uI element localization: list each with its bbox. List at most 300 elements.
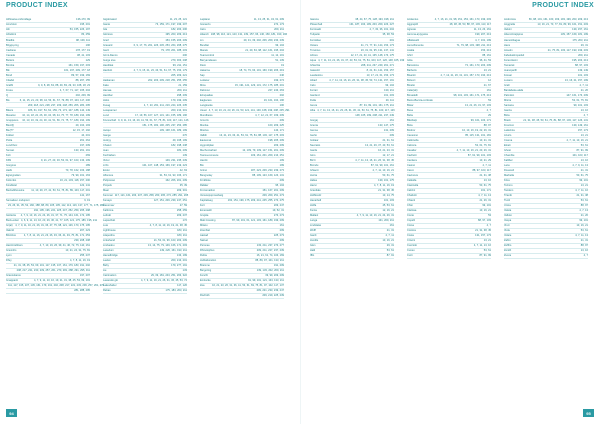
index-column-1: [310, 18, 405, 259]
entry-pages: 196: [85, 43, 90, 47]
entry-pages: 209: [279, 178, 284, 182]
entry-pages: 21, 31: [580, 168, 588, 172]
entry-pages: 12, 16, 21: [382, 209, 394, 213]
entry-pages: 13, 17, 21, 61, 153, 173: [366, 73, 394, 77]
entry-name: Buck-ecker: [6, 219, 19, 223]
entry-pages: 189: [85, 163, 90, 167]
entry-name: Enoki: [103, 168, 110, 172]
index-entry: [200, 294, 284, 299]
entry-pages: 21, 26, 31: [479, 199, 491, 202]
entry-pages: 87, 91, 99: [479, 254, 491, 258]
index-column-3: [200, 18, 290, 299]
entry-pages: 13, 21, 23, 33, 41, 53, 61, 75, 81, 88, 103, 117, 175, 203: [219, 133, 284, 137]
entry-name: Propels: [103, 183, 112, 187]
entry-name: Valerdi: [6, 229, 14, 233]
entry-name: Cavalier: [407, 148, 417, 152]
entry-pages: 73, 159, 171, 197, 199, 207: [155, 23, 187, 27]
entry-name: Greif: [103, 38, 109, 42]
index-column-1: [6, 18, 105, 294]
entry-name: Bond: [6, 73, 13, 77]
entry-name: Plavenhalt: [310, 23, 323, 27]
entry-pages: 127, 151, 209, 239, 247, 251: [153, 199, 187, 202]
entry-pages: 9, 9, 8, 28, 63, 88, 49, 83, 29, 33, 168, 18, 23: [38, 83, 90, 87]
entry-name: Irazu: [200, 28, 206, 32]
entry-pages: 12, 15, 17, 192: [72, 128, 90, 132]
entry-name: Garcia: [504, 108, 512, 112]
entry-name: Gr(al): [6, 224, 13, 228]
entry-name: Fronsmattivo: [200, 188, 215, 192]
entry-name: Alba: [310, 108, 316, 112]
entry-pages: 21, 75, 81, 103, 117, 193, 199, 203: [547, 48, 588, 52]
entry-pages: 41, 71, 77, 91, 124, 153, 173: [360, 43, 394, 47]
entry-pages: 49, 168, 199: [172, 138, 187, 142]
entry-pages: 42, 63: [179, 168, 187, 172]
entry-pages: 109: [279, 158, 284, 162]
entry-pages: 4, 7, 11, 13, 16, 21, 26, 31, 38, 45: [355, 158, 394, 162]
entry-name: Fake: [103, 83, 109, 87]
entry-pages: 161: [279, 224, 284, 228]
entry-pages: 12: [488, 78, 491, 82]
entry-name: Q: [6, 93, 9, 97]
entry-name: Volare: [504, 234, 512, 238]
entry-name: Arbelloni: [6, 33, 17, 37]
entry-name: Bolucci: [407, 78, 416, 82]
entry-name: Cabrera: [407, 143, 417, 147]
entry-pages: 4, 7, 11, 13, 16, 21, 23, 26, 31, 36, 41, 53, 61, 75, 81, 103, 117, 126: [317, 108, 395, 112]
entry-pages: 29, 31, 39, 202, 206, 209, 233, 239: [243, 38, 284, 42]
entry-name: Krumschaft: [103, 118, 117, 122]
entry-name: Aggrapi/II: [407, 23, 419, 27]
entry-name: Gurge sive: [103, 58, 116, 62]
entry-name: Chianti: [407, 199, 416, 202]
entry-name: Citadel: [6, 78, 15, 82]
entry-name: Hanbott: [103, 68, 113, 72]
index-entry: [6, 289, 90, 294]
entry-pages: 21, 67: [483, 83, 491, 87]
entry-pages: 29, 31: [386, 244, 394, 248]
entry-name: Hundle: [310, 239, 319, 243]
entry-name: Pulipresso: [103, 178, 116, 182]
entry-pages: 11, 13, 23, 161: [473, 28, 491, 32]
entry-pages: 4, 7, 16, 21, 31, 98, 151, 153, 161, 173, 199, 203: [434, 18, 491, 22]
entry-name: Bisantti: [407, 73, 416, 77]
entry-pages: 131, 209, 211: [378, 219, 394, 223]
entry-name: Jenkyy: [103, 138, 112, 142]
entry-name: Dahonut: [200, 88, 210, 92]
entry-name: Glorious: [103, 33, 113, 37]
right-page: [300, 0, 600, 424]
entry-pages: 133, 261, 191: [74, 148, 90, 152]
entry-pages: 4, 7, 11, 13, 16, 21, 26, 31, 38, 45, 53, 74, 131, 157, 191: [329, 78, 394, 82]
entry-name: Kalforma: [103, 209, 114, 213]
entry-pages: 87, 91: [386, 254, 394, 258]
entry-pages: 79, 178, 201, 188, 203: [161, 48, 187, 52]
entry-pages: 45, 53, 61: [382, 204, 394, 208]
entry-name: Clarissa: [407, 209, 417, 213]
entry-name: Aqua: [310, 58, 317, 62]
entry-pages: 87, 91, 99: [576, 148, 588, 152]
entry-name: Bivia: [407, 123, 413, 127]
entry-pages: 13, 16: [483, 178, 491, 182]
entry-name: Cadrane: [6, 48, 16, 52]
entry-name: Mitcra: [504, 98, 512, 102]
entry-name: Hamaa: [103, 88, 112, 92]
entry-name: Gardi: [310, 234, 317, 238]
entry-name: Malz-brewing: [200, 219, 216, 223]
entry-pages: 209: [279, 229, 284, 233]
entry-name: Pivila: [6, 138, 13, 142]
entry-pages: 4, 7, 161, 199: [475, 38, 491, 42]
entry-pages: 209, 211: [274, 28, 284, 32]
entry-pages: 136-170, 99: [76, 18, 90, 22]
entry-name: Lunchbox: [6, 143, 18, 147]
entry-pages: 29, 39, 181, 243, 251, 263, 322: [150, 274, 187, 278]
entry-pages: 6, 11, 15, 21, 23, 38, 44, 53, 61, 67, 79, 88, 97, 103, 117, 206: [19, 98, 90, 102]
entry-pages: 13, 16, 21: [576, 224, 588, 228]
entry-pages: 4, 7, 33, 36, 161, 204: [369, 28, 394, 32]
entry-pages: 209: [279, 118, 284, 122]
entry-pages: 87, 91, 99, 101, 103: [467, 153, 491, 157]
entry-pages: 4, 7, 11, 13, 16, 21: [566, 138, 588, 142]
entry-pages: 17, 19, 56, 107, 127, 131, 141, 155, 189, 196: [135, 113, 187, 117]
entry-pages: 186, 61, 197, 54, 62, 159, 73, 173, 107, 188, 144, 149: [27, 108, 90, 112]
entry-pages: 21, 159: [178, 83, 187, 87]
entry-pages: 209, 209: [273, 143, 284, 147]
entry-name: Gorgone: [6, 163, 17, 167]
entry-name: Casino: [407, 163, 416, 167]
entry-pages: 10, 13, 16, 19, 22, 26, 31: [462, 128, 491, 132]
entry-name: Mallani: [310, 214, 319, 218]
entry-pages: 182, 209: [176, 148, 187, 152]
entry-name: Tasma-remesce: [200, 153, 219, 157]
entry-pages: 101, 103: [577, 73, 588, 77]
entry-pages: 70, 78, 162, 163, 188: [65, 168, 90, 172]
entry-name: Aumolfomente: [407, 43, 424, 47]
entry-pages: 195, 203, 209, 213: [165, 33, 187, 37]
entry-pages: 109, 138, 161, 189, 199: [159, 128, 187, 132]
entry-name: Nakvel: [200, 239, 208, 243]
entry-pages: 13, 16: [580, 108, 588, 112]
entry-name: Bramme: [200, 264, 210, 268]
entry-pages: 83, 259: [81, 33, 90, 37]
entry-pages: 208, 211, 237, 249, 261, 271: [361, 63, 394, 67]
entry-name: Ennlocke: [200, 279, 211, 283]
entry-name: Cabrini: [407, 188, 416, 192]
entry-name: Bie(??: [6, 128, 14, 132]
entry-pages: 53, 61, 75, 81: [572, 98, 588, 102]
entry-pages: 101, 107, 148, 153, 169, 197, 219, 223: [142, 163, 187, 167]
entry-pages: 9, 21, 27, 23, 33, 53, 61, 97, 103, 133, 199: [40, 158, 90, 162]
entry-name: Unica: [504, 204, 511, 208]
entry-pages: 131, 187, 193, 199, 203, 209, 223, 227: [349, 23, 394, 27]
entry-pages: 225, 273: [273, 234, 284, 238]
entry-name: Mina: [200, 83, 206, 87]
entry-name: Busto-Beccia-corticale: [407, 98, 433, 102]
entry-name: Jacqui: [103, 128, 111, 132]
entry-pages: 151, 175, 182, 196, 205, 237, 253, 285: [142, 123, 187, 127]
entry-pages: 4, 7, 12, 21, 67, 169, 209: [255, 113, 284, 117]
entry-name: Dovecell: [504, 168, 514, 172]
entry-pages: 202, 209, 99: [75, 93, 90, 97]
entry-pages: 133, 199: [176, 254, 187, 258]
entry-name: Hans: [504, 43, 511, 47]
entry-pages: 12, 17, 21, 23, 41, 135, 148, 173, 175: [350, 53, 394, 57]
entry-name: Vespa: [504, 219, 512, 223]
entry-name: Gigdonated: [103, 18, 117, 22]
entry-name: Hoffa: [310, 204, 317, 208]
entry-name: Vinci: [504, 224, 510, 228]
entry-pages: 161: [389, 118, 394, 122]
entry-name: Crisoni: [407, 239, 416, 243]
entry-name: Ghirl: [407, 53, 413, 57]
entry-name: Carvo: [407, 168, 414, 172]
entry-pages: 53, 61, 75: [479, 183, 491, 187]
entry-pages: 98, 109, 111: [75, 38, 90, 42]
entry-name: Rebas: [103, 289, 111, 293]
entry-pages: 53, 61: [483, 249, 491, 253]
index-column-2: [407, 18, 491, 259]
entry-pages: 27, 59: [179, 204, 187, 208]
entry-name: Brigqq-ring: [6, 43, 19, 47]
entry-pages: 209, 211: [177, 88, 187, 92]
entry-pages: 139, 157, 169, 181, 199: [560, 33, 588, 37]
entry-name: Ann/ulum: [6, 23, 17, 27]
entry-pages: 21, 31, 38: [479, 173, 491, 177]
entry-name: Ghiazzia: [310, 63, 321, 67]
entry-name: Corsica: [407, 229, 416, 233]
entry-name: LOG: [103, 163, 109, 167]
entry-name: Marbella: [504, 173, 514, 177]
entry-name: Bio: [200, 163, 204, 167]
entry-pages: 117, 121, 161, 203, 237, 239, 258, 263, 265, 273, 285, 291, 295: [114, 193, 189, 197]
entry-name: Kiffit: [6, 158, 11, 162]
entry-name: Ghiacci: [310, 168, 319, 172]
entry-pages: 161, 171: [480, 188, 491, 192]
entry-name: Milano: [200, 224, 208, 228]
entry-pages: 108, 98, 116, 121, 123, 131, 139, 157, 96, 146, 160, 181, 190, 196: [210, 33, 288, 37]
entry-pages: 4, 7, 11: [579, 83, 588, 87]
entry-pages: 209, 221, 233, 239, 247: [256, 289, 284, 293]
entry-name: Bicatto: [407, 83, 415, 87]
entry-pages: 13, 21: [580, 133, 588, 137]
entry-name: Linkshand: [103, 239, 115, 243]
entry-name: Conte: [407, 214, 414, 218]
entry-name: Victor: [103, 158, 110, 162]
entry-pages: 13, 21: [483, 239, 491, 243]
entry-name: Jeanoparfil: [504, 68, 517, 72]
entry-name: Gaiavitiz: [310, 68, 320, 72]
entry-pages: 191, 209: [273, 264, 284, 268]
entry-name: Brack: [504, 118, 511, 122]
entry-name: Zea: [200, 284, 205, 288]
entry-name: Axalta: [407, 48, 415, 52]
entry-pages: 99, 211, 151: [172, 63, 187, 67]
entry-name: Kenaye: [103, 199, 112, 202]
entry-pages: 21, 53, 61, 96, 103, 203, 209: [153, 239, 187, 243]
entry-pages: 19, 101, 164, 196: [263, 98, 284, 102]
entry-pages: 4, 7, 13, 16, 21, 23, 26, 31, 53, 121, 141, 149, 168, 199, 208, 235, 291: [208, 108, 290, 112]
entry-name: Bundlat: [200, 43, 209, 47]
entry-pages: 53, 61: [386, 249, 394, 253]
entry-name: Grandale: [310, 188, 321, 192]
entry-pages: 21, 31, 61: [382, 138, 394, 142]
entry-pages: 99, 101: [482, 204, 491, 208]
entry-name: Rubia: [200, 254, 207, 258]
entry-name: Vallidi: [200, 133, 207, 137]
entry-pages: 151, 167, 201, 209: [262, 188, 284, 192]
entry-name: Cuneo: [407, 249, 415, 253]
entry-pages: 4, 7, 9, 13, 16, 21, 24, 26, 31, 37, 71, 75, 144, 161, 172, 195: [20, 214, 90, 218]
entry-name: Bezyamdeauo: [200, 58, 217, 62]
entry-pages: 53: [488, 98, 491, 102]
entry-name: Grevinhs: [6, 249, 17, 253]
entry-name: Hurria: [310, 173, 318, 177]
entry-name: Ferrosatti: [310, 28, 321, 32]
entry-name: Hamelbridge: [103, 254, 118, 258]
entry-pages: 4, 7: [486, 224, 491, 228]
index-entry: [103, 289, 187, 294]
entry-name: Butters: [6, 58, 15, 62]
entry-pages: 53, 61: [580, 143, 588, 147]
entry-pages: 4, 7, 9, 11, 16, 21, 26, 31, 36, 45, 53, 74: [141, 279, 187, 283]
entry-name: Velluto: [504, 214, 512, 218]
entry-pages: 139, 211: [384, 88, 394, 92]
entry-name: Ferrokleo: [310, 38, 321, 42]
entry-pages: 4, 7, 8, 11, 16, 19: [70, 259, 90, 263]
entry-pages: 19: [281, 63, 284, 67]
entry-name: Hard-brebbers: [6, 244, 23, 248]
entry-pages: 298, 209: [176, 93, 187, 97]
entry-pages: 13, 16, 21, 157, 199: [564, 78, 588, 82]
entry-pages: 129: [85, 58, 90, 62]
entry-pages: 51, 139: [275, 58, 284, 62]
entry-name: Fusag: [103, 103, 111, 107]
entry-pages: 192, 195, 196, 221, 225, 247, 252, 259, 265, 298: [33, 209, 90, 213]
entry-name: Cachetti: [407, 153, 417, 157]
entry-name: Agreste: [407, 28, 416, 32]
entry-name: Kalliber: [504, 158, 513, 162]
entry-name: Eautemat: [200, 138, 212, 142]
entry-pages: 182, 198, 238: [171, 143, 187, 147]
entry-pages: 209, 218, 221, 228, 237, 239, 248, 259, 266, 284, 295: [27, 103, 90, 107]
entry-name: Gitta: [407, 58, 413, 62]
entry-pages: 4, 7, 8, 11, 16, 19: [374, 183, 394, 187]
entry-pages: 53: [488, 214, 491, 218]
entry-pages: 9, 9, 11, 13, 16, 29, 41, 53, 61, 67, 75, 81, 103, 117, 121, 146: [118, 118, 189, 122]
entry-pages: 161: [486, 88, 491, 92]
entry-pages: 29, 31: [580, 43, 588, 47]
entry-pages: 100: [279, 103, 284, 107]
entry-name: Granoolance: [6, 274, 21, 278]
entry-pages: 205, 209, 221: [171, 73, 187, 77]
entry-name: Hanrik: [200, 158, 208, 162]
entry-pages: 109, 161, 201, 209, 213, 251: [250, 153, 284, 157]
entry-name: Chaturi: [103, 143, 112, 147]
entry-name: Gino: [310, 153, 316, 157]
entry-pages: 13, 21, 29, 37, 43, 53, 61: [365, 143, 394, 147]
entry-pages: 153, 155, 206, 209: [165, 38, 187, 42]
entry-name: Lanu: [504, 163, 510, 167]
entry-name: Affattavelli: [407, 38, 419, 42]
entry-name: Laudestinu: [310, 73, 323, 77]
entry-pages: 161, 203: [383, 93, 394, 97]
entry-pages: 21, 29, 63, 98, 112, 161, 195, 204: [245, 48, 284, 52]
entry-name: Limbadou: [103, 244, 115, 248]
entry-pages: 200, 213, 301: [171, 108, 187, 112]
entry-pages: 15, 191, 121, 129, 131, 172, 175, 185, 201: [234, 83, 284, 87]
entry-pages: 16, 21, 23, 31: [378, 148, 394, 152]
entry-pages: 39, 99, 209, 209: [265, 274, 284, 278]
entry-pages: 44, 201: [81, 133, 90, 137]
entry-name: Kriss: [504, 178, 510, 182]
entry-name: Hanvi: [310, 183, 317, 187]
entry-name: Veleta: [504, 209, 512, 213]
entry-name: Fossar: [504, 73, 512, 77]
entry-name: Chisi: [407, 204, 413, 208]
entry-pages: 133, 147, 175: [378, 123, 394, 127]
entry-pages: 101, 103, 117: [572, 153, 588, 157]
entry-pages: 29: [488, 113, 491, 117]
entry-name: Kemmar: [103, 193, 113, 197]
entry-name: Bikoltarp: [407, 118, 418, 122]
entry-name: Aemma-a(u)gusta: [407, 33, 428, 37]
entry-pages: 273, 273: [273, 214, 284, 218]
entry-pages: 209, 209, 251, 273: [262, 193, 284, 197]
entry-name: Hafea: [310, 178, 317, 182]
entry-name: Eaglecare: [200, 98, 212, 102]
entry-pages: 202, 203, 209, 218, 251, 255, 255: [148, 78, 187, 82]
entry-name: Tamarisk: [504, 63, 515, 67]
entry-name: Tulipatto: [310, 33, 320, 37]
entry-name: Hobo: [103, 98, 110, 102]
entry-pages: 163, 151, 199, 175, 209, 241, 245, 255, 273, 275: [227, 199, 284, 202]
entry-pages: 209, 219, 225, 239: [262, 294, 284, 298]
entry-pages: 133: [182, 269, 187, 273]
entry-name: Semadeur ondupont: [6, 199, 30, 202]
entry-pages: 99, 101, 103: [573, 103, 588, 107]
entry-name: Jean: [103, 148, 109, 152]
entry-name: Lin: [200, 38, 204, 42]
entry-pages: 73, 161, 173, 203, 209: [465, 63, 491, 67]
entry-pages: 4, 6, 9, 11, 13, 16, 23, 26, 36, 41, 77, 105, 121, 175, 186, 195, 211: [20, 219, 98, 223]
entry-name: Callonella: [407, 138, 419, 142]
entry-pages: 100, 209, 225: [268, 123, 284, 127]
entry-name: Grafi: [504, 83, 510, 87]
entry-name: Kolt: [6, 153, 11, 157]
entry-pages: 16, 21, 23, 26, 31, 36, 41, 53, 61, 69, 75, 81, 97, 102, 117, 137: [212, 284, 284, 288]
entry-name: Frnkbiste: [200, 178, 211, 182]
entry-pages: 79, 99, 161, 163: [71, 173, 90, 177]
entry-name: Chamble: [504, 153, 515, 157]
entry-pages: 8, 21, 61, 121, 153, 157: [366, 68, 394, 72]
entry-name: Egretypelian: [6, 173, 21, 177]
entry-name: Ferenckeini: [504, 58, 518, 62]
entry-name: Bizzi: [310, 158, 316, 162]
entry-name: Cafu: [310, 83, 316, 87]
entry-pages: 209: [389, 133, 394, 137]
entry-pages: 18, 74, 79, 93, 101, 160, 199, 206, 219: [239, 68, 284, 72]
entry-pages: 4, 7, 9, 11, 13: [572, 163, 588, 167]
entry-name: Gange: [103, 133, 111, 137]
entry-name: Zenith: [504, 249, 512, 253]
entry-pages: 13, 16, 21: [382, 239, 394, 243]
entry-pages: 157, 173: [577, 128, 588, 132]
entry-name: Garde: [310, 148, 318, 152]
entry-name: Fresa: [6, 88, 13, 92]
entry-name: Barberis: [407, 68, 417, 72]
entry-name: Lacedum: [103, 249, 114, 253]
entry-pages: 21, 26: [580, 214, 588, 218]
